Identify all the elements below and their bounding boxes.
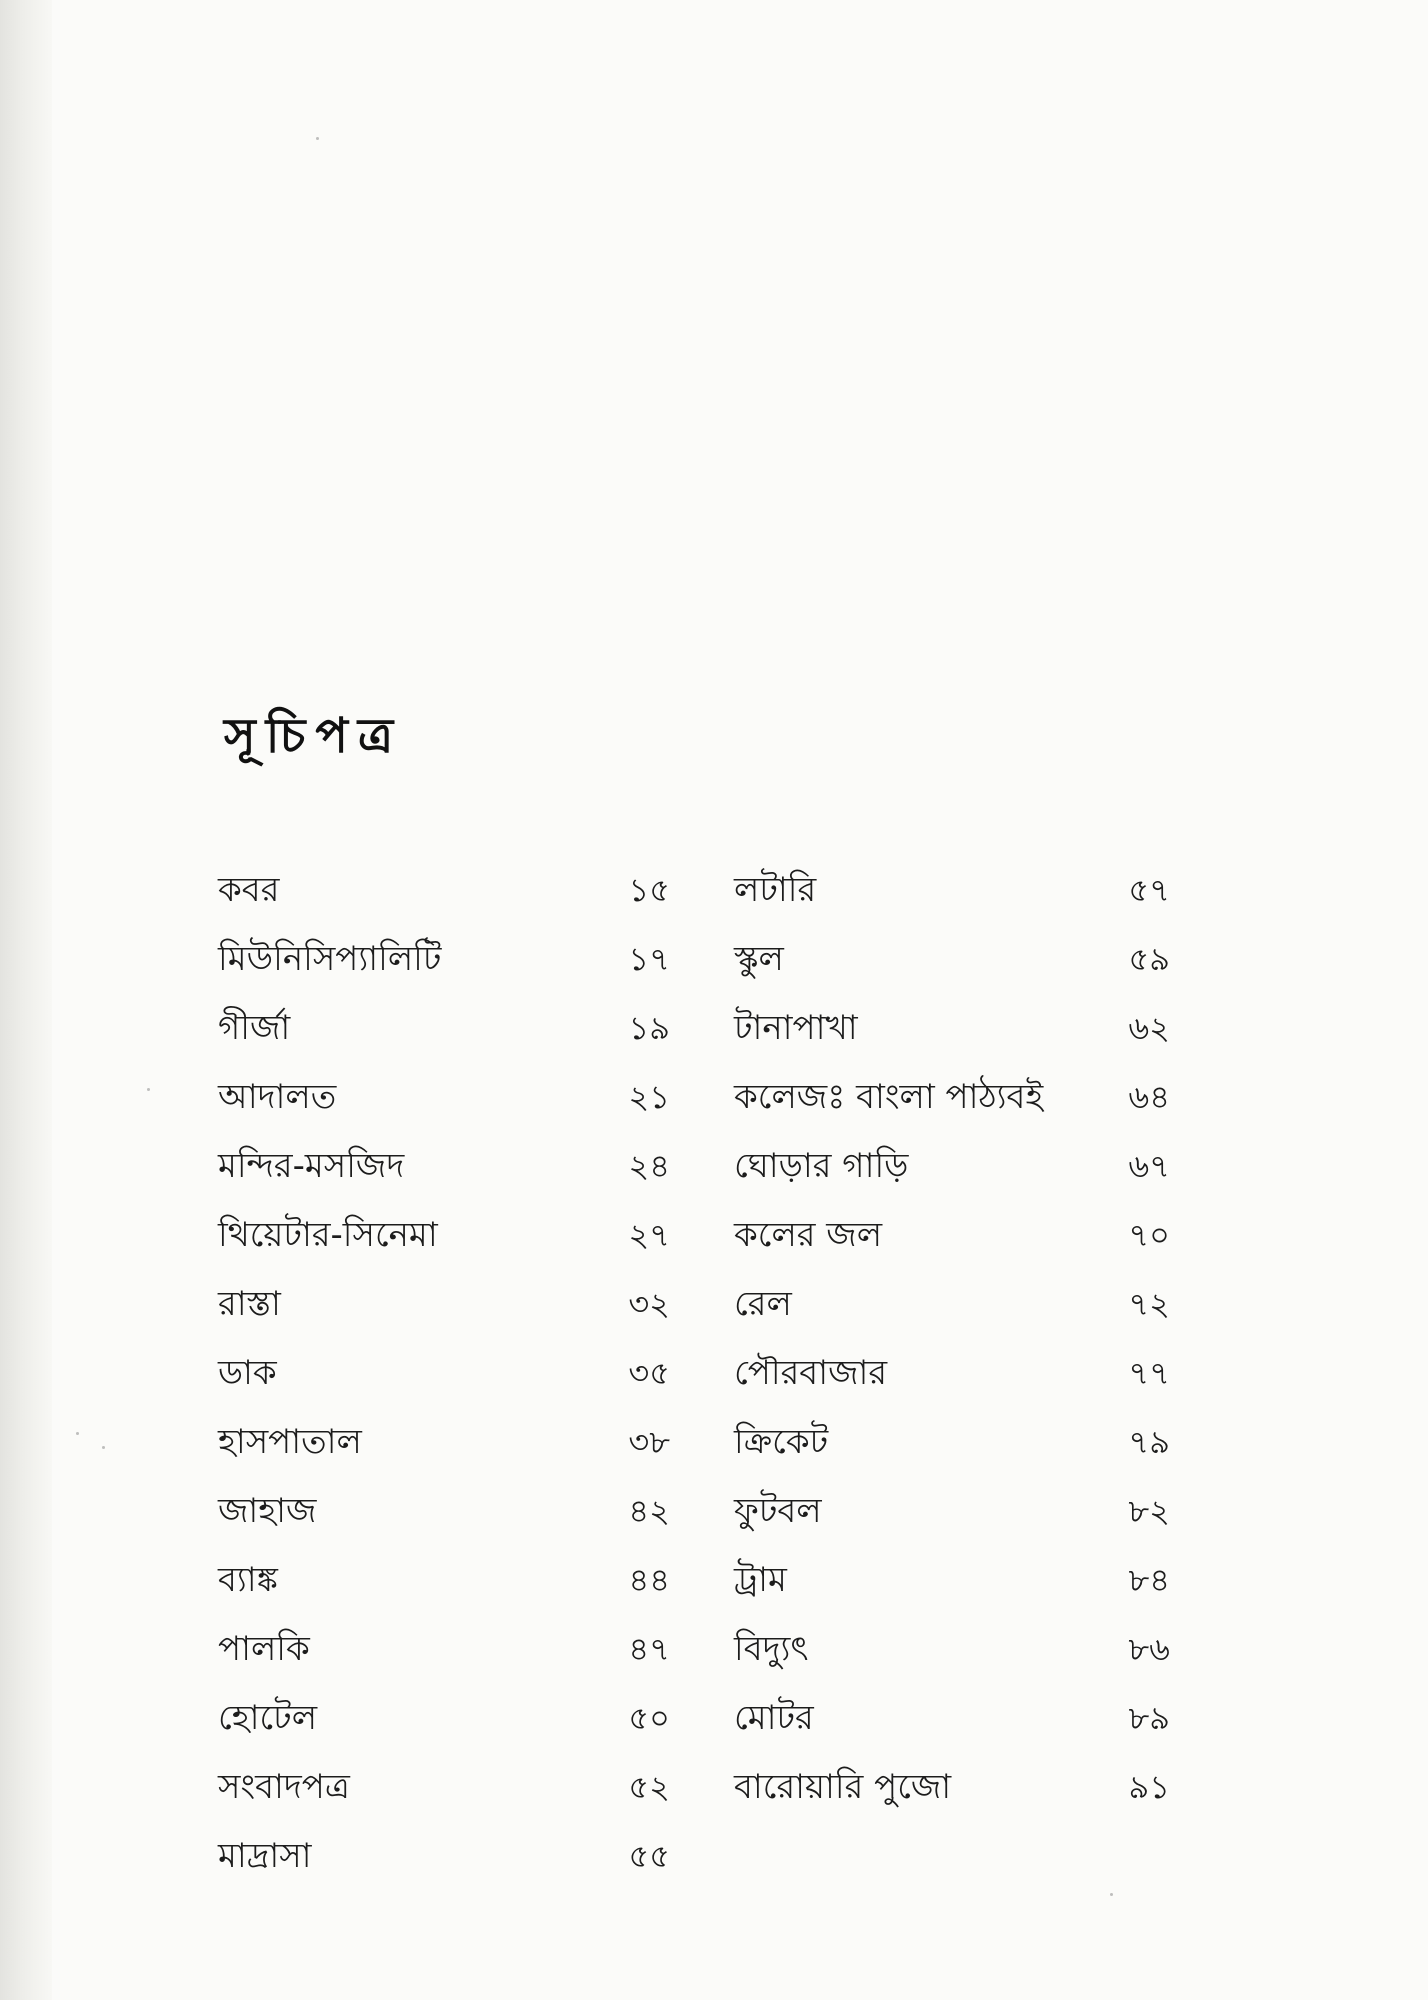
toc-entry-title: মন্দির-মসজিদ bbox=[218, 1146, 405, 1186]
toc-entry-title: স্কুল bbox=[734, 939, 784, 979]
contents-heading: সূচিপত্র bbox=[224, 708, 404, 764]
toc-entry-title: ব্যাঙ্ক bbox=[218, 1560, 278, 1600]
toc-entry-page-number: ৩৫ bbox=[628, 1354, 670, 1392]
toc-entry-title: রাস্তা bbox=[218, 1284, 281, 1324]
toc-entry-title: হাসপাতাল bbox=[218, 1422, 362, 1462]
toc-entry-title: ফুটবল bbox=[734, 1491, 822, 1531]
toc-entry-page-number: ৫২ bbox=[628, 1768, 670, 1806]
toc-entry-title: ডাক bbox=[218, 1353, 277, 1393]
toc-entry bbox=[218, 1477, 670, 1546]
toc-entry bbox=[218, 1201, 670, 1270]
toc-entry-title: কলেজঃ বাংলা পাঠ্যবই bbox=[734, 1077, 1044, 1117]
toc-entry-page-number: ৪২ bbox=[628, 1492, 670, 1530]
toc-entry-page-number: ৫০ bbox=[628, 1699, 670, 1737]
page-edge-shadow bbox=[0, 0, 52, 2000]
toc-entry bbox=[218, 856, 670, 925]
toc-entry-title: আদালত bbox=[218, 1077, 337, 1117]
paper-speck bbox=[316, 137, 319, 140]
toc-entry bbox=[218, 1615, 670, 1684]
toc-entry bbox=[218, 1339, 670, 1408]
toc-entry bbox=[218, 1546, 670, 1615]
toc-entry bbox=[218, 925, 670, 994]
toc-entry bbox=[218, 1684, 670, 1753]
toc-entry-page-number: ১৫ bbox=[628, 871, 670, 909]
toc-entry-title: ঘোড়ার গাড়ি bbox=[734, 1146, 909, 1186]
toc-entry bbox=[734, 925, 1170, 994]
toc-entry-page-number: ৪৭ bbox=[628, 1630, 670, 1668]
toc-entry-title: থিয়েটার-সিনেমা bbox=[218, 1215, 438, 1255]
toc-entry bbox=[734, 994, 1170, 1063]
toc-entry-page-number: ৮৪ bbox=[1128, 1561, 1170, 1599]
toc-entry bbox=[734, 1408, 1170, 1477]
toc-entry-page-number: ১৯ bbox=[628, 1009, 670, 1047]
toc-entry-title: গীর্জা bbox=[218, 1008, 291, 1048]
toc-entry bbox=[218, 1270, 670, 1339]
paper-speck bbox=[147, 1088, 150, 1091]
toc-entry-title: কবর bbox=[218, 870, 280, 910]
toc-entry-page-number: ৭৭ bbox=[1128, 1354, 1170, 1392]
toc-entry-title: ট্রাম bbox=[734, 1560, 787, 1600]
toc-entry bbox=[734, 1477, 1170, 1546]
toc-entry-page-number: ৭০ bbox=[1128, 1216, 1170, 1254]
toc-entry-title: মোটর bbox=[734, 1698, 814, 1738]
toc-entry bbox=[218, 1132, 670, 1201]
toc-entry-page-number: ৮৯ bbox=[1128, 1699, 1170, 1737]
toc-entry-title: পালকি bbox=[218, 1629, 310, 1669]
toc-entry bbox=[218, 1063, 670, 1132]
toc-entry-title: কলের জল bbox=[734, 1215, 883, 1255]
toc-entry bbox=[218, 1408, 670, 1477]
toc-entry-page-number: ৩২ bbox=[628, 1285, 670, 1323]
toc-entry-title: মিউনিসিপ্যালিটি bbox=[218, 939, 442, 979]
toc-entry bbox=[734, 1132, 1170, 1201]
toc-entry-page-number: ৬২ bbox=[1128, 1009, 1170, 1047]
toc-entry-page-number: ৮৬ bbox=[1128, 1630, 1170, 1668]
paper-speck bbox=[76, 1432, 79, 1435]
toc-entry-page-number: ৭৯ bbox=[1128, 1423, 1170, 1461]
toc-entry-title: ক্রিকেট bbox=[734, 1422, 829, 1462]
toc-entry bbox=[734, 1201, 1170, 1270]
toc-entry-title: টানাপাখা bbox=[734, 1008, 858, 1048]
toc-entry bbox=[734, 1063, 1170, 1132]
paper-speck bbox=[102, 1446, 105, 1449]
toc-entry-page-number: ৫৭ bbox=[1128, 871, 1170, 909]
toc-entry-page-number: ২৪ bbox=[628, 1147, 670, 1185]
toc-entry-page-number: ৫৯ bbox=[1128, 940, 1170, 978]
toc-entry-title: জাহাজ bbox=[218, 1491, 317, 1531]
toc-entry bbox=[734, 1753, 1170, 1822]
toc-entry-page-number: ৭২ bbox=[1128, 1285, 1170, 1323]
toc-entry bbox=[218, 1753, 670, 1822]
toc-entry bbox=[218, 994, 670, 1063]
toc-entry bbox=[734, 1684, 1170, 1753]
toc-entry-title: বিদ্যুৎ bbox=[734, 1629, 809, 1669]
paper-speck bbox=[1110, 1893, 1113, 1896]
toc-left-column bbox=[218, 856, 670, 1891]
toc-entry-title: পৌরবাজার bbox=[734, 1353, 888, 1393]
toc-entry-title: হোটেল bbox=[218, 1698, 318, 1738]
toc-entry-page-number: ৯১ bbox=[1128, 1768, 1170, 1806]
toc-entry-page-number: ৫৫ bbox=[628, 1837, 670, 1875]
toc-entry-page-number: ২৭ bbox=[628, 1216, 670, 1254]
toc-entry-page-number: ৮২ bbox=[1128, 1492, 1170, 1530]
toc-entry bbox=[734, 1546, 1170, 1615]
toc-entry-page-number: ২১ bbox=[628, 1078, 670, 1116]
toc-entry-page-number: ১৭ bbox=[628, 940, 670, 978]
toc-entry-page-number: ৩৮ bbox=[628, 1423, 670, 1461]
toc-entry-page-number: ৬৪ bbox=[1128, 1078, 1170, 1116]
toc-entry bbox=[734, 856, 1170, 925]
toc-entry-page-number: ৪৪ bbox=[628, 1561, 670, 1599]
toc-entry-title: বারোয়ারি পুজো bbox=[734, 1767, 952, 1807]
toc-entry bbox=[734, 1339, 1170, 1408]
toc-entry bbox=[218, 1822, 670, 1891]
toc-entry-title: সংবাদপত্র bbox=[218, 1767, 350, 1807]
toc-right-column bbox=[734, 856, 1170, 1822]
toc-entry-title: লটারি bbox=[734, 870, 817, 910]
toc-entry-page-number: ৬৭ bbox=[1128, 1147, 1170, 1185]
toc-entry-title: রেল bbox=[734, 1284, 792, 1324]
toc-entry bbox=[734, 1270, 1170, 1339]
toc-entry bbox=[734, 1615, 1170, 1684]
toc-entry-title: মাদ্রাসা bbox=[218, 1836, 312, 1876]
